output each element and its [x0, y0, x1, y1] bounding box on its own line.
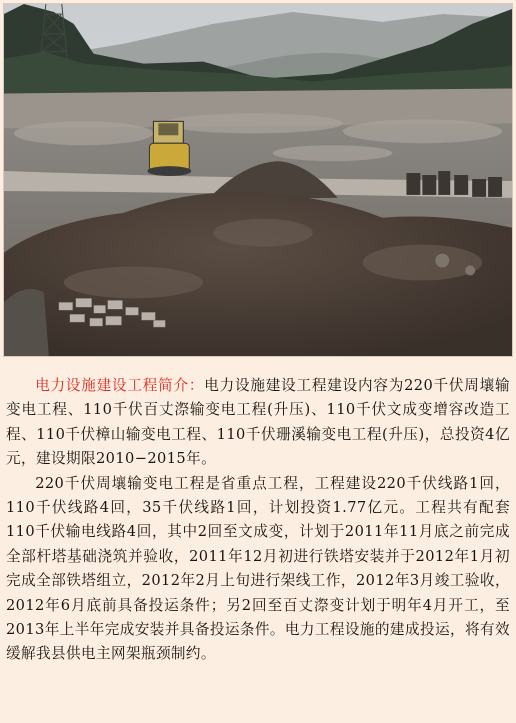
- intro-paragraph: [6, 374, 510, 472]
- article-heading: 电力设施建设工程简介：: [35, 377, 205, 394]
- intro-text: 电力设施建设工程建设内容为220千伏周壤输变电工程、110千伏百丈漈输变电工程(升压)、110千伏文成变增容改造工程、110千伏樟山输变电工程、110千伏珊溪输变电工程(升压)，总投资4亿元，建设期限2010−2015年。: [6, 377, 510, 468]
- body-paragraph: 220千伏周壤输变电工程是省重点工程，工程建设220千伏线路1回，110千伏线路4回，35千伏线路1回，计划投资1.77亿元。工程共有配套110千伏输电线路4回，其中2回至文成变，计划于2011年11月底之前完成全部杆塔基础浇筑并验收，2011年12月初进行铁塔安装并于2012年1月初完成全部铁塔组立，2012年2月上旬进行架线工作，2012年3月竣工验收，2012年6月底前具备投运条件；另2回至百丈漈变计划于明年4月开工，至2013年上半年完成安装并具备投运条件。电力工程设施的建成投运，将有效缓解我县供电主网架瓶颈制约。: [6, 474, 510, 663]
- article: [6, 374, 510, 719]
- construction-site-illustration: [4, 4, 512, 356]
- construction-site-photo: [3, 3, 513, 357]
